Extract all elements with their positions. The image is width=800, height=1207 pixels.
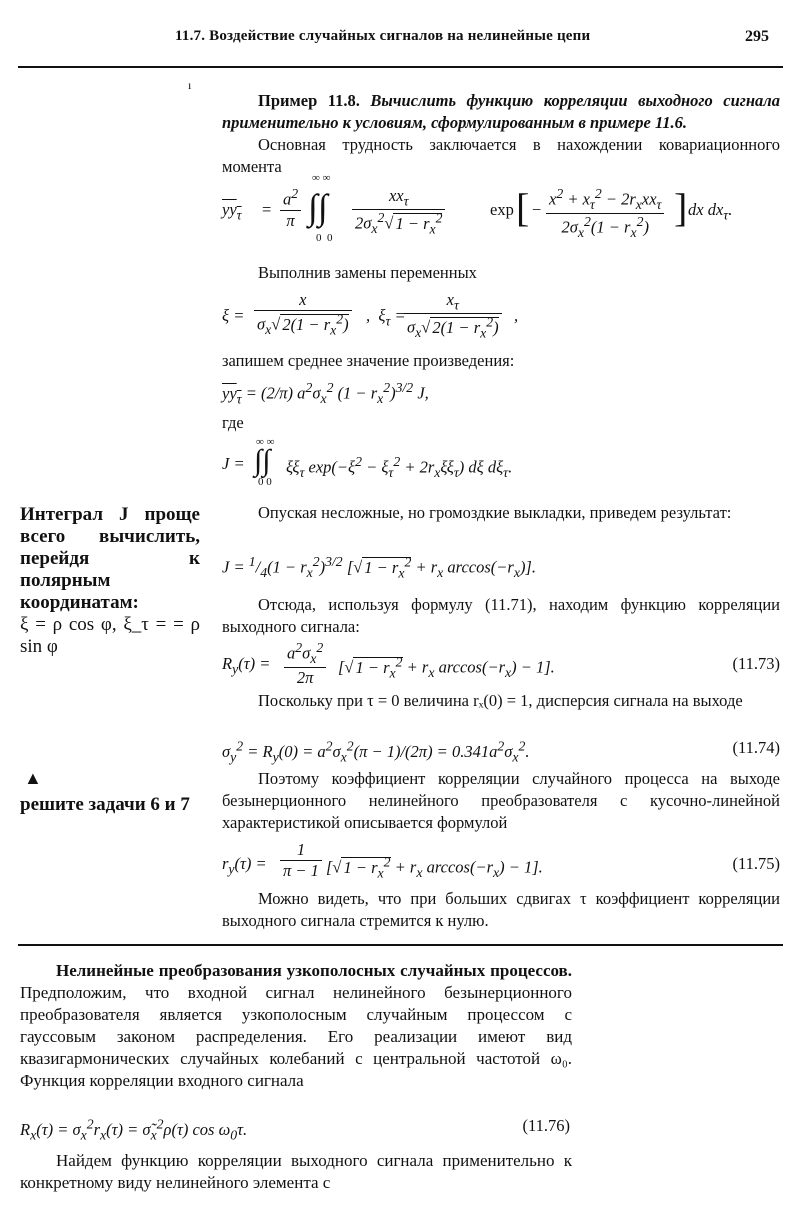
margin-note	[20, 504, 200, 658]
margin-note-formula: ξ = ρ cos φ, ξ_τ = = ρ sin φ	[20, 614, 200, 657]
equation-number-11-75: (11.75)	[732, 854, 780, 873]
paragraph-4: где	[222, 413, 244, 432]
equation-number-11-73: (11.73)	[732, 654, 780, 673]
example-title: Пример 11.8.	[258, 91, 360, 110]
equation-J-result: $J = ^1/_4(1 - r_x^2)^{3/2}$ [√ $1 - r_x^2 + r_x$ $\arccos(-r_x)$].	[222, 554, 536, 580]
margin-note-text: Интеграл J проще всего вычислить, перейдя к полярным координатам:	[20, 504, 200, 613]
triangle-marker: ▲	[24, 768, 42, 788]
margin-task-note: решите задачи 6 и 7	[20, 794, 190, 815]
running-header: 11.7. Воздействие случайных сигналов на нелинейные цепи	[175, 28, 591, 44]
equation-substitution: ξ = $\frac{x}{\sigma_x√ 2(1 - r_x^2)}$ , $\xi_\tau$ = $\frac{x_\tau}{\sigma_x√ 2(1 - r_x^2)}$ ,	[222, 290, 519, 341]
equation-11-76: $R_x(\tau) = \sigma_x^2r_x(\tau)$ = $\sigmã_x^2\rho(\tau)$ $\cos \omega_0\tau$. (11.76)	[20, 1116, 570, 1142]
section-narrowband	[20, 960, 572, 1092]
equation-11-75: $r_y(\tau)$ = $\frac{1}{\pi - 1}$ [√ $1 - r_x^2 + r_x$ $\arccos(-r_x) - 1$]. (11.75)	[222, 840, 780, 880]
stray-mark: ı	[188, 78, 192, 92]
equation-J-definition: J = ∞ ∞ ∫∫ 0 0 $\xi\xi_\tau$ $\exp(-\xi^2 - \xi_\tau^2 + 2r_x\xi\xi_\tau)$ dξ $d\xi_\tau$.	[222, 436, 513, 488]
paragraph-1: Основная трудность заключается в нахождении ковариационного момента	[222, 135, 780, 176]
header-rule	[18, 66, 783, 68]
equation-covariance: $yy_\tau$ = $\frac{a^2}{\pi}$ ∞ ∞ ∫∫ 0 0 $xx_\tau$ $2\sigma_x^2√$ $1 - r_x^2$ exp [ − $x^2 + x_\tau^2 - 2r_xxx_\tau$ $2\sigma_x^2(1 - r_x^2)$ ] dx $dx_\tau$.	[222, 172, 733, 244]
equation-11-73: $R_y(\tau)$ = $\frac{a^2\sigma_x^2}{2\pi}$ [√ $1 - r_x^2 + r_x$ $\arccos(-r_x) - 1$]. (11.73)	[222, 640, 780, 687]
example-text: Вычислить функцию корреляции выходного сигнала применительно к условиям, сформулированным в примере 11.6.	[222, 91, 780, 132]
paragraph-2: Выполнив замены переменных	[258, 263, 477, 282]
paragraph-5: Опуская несложные, но громоздкие выкладки, приведем результат:	[258, 503, 732, 522]
example-block	[222, 90, 780, 134]
section-last-paragraph: Найдем функцию корреляции выходного сигнала применительно к конкретному виду нелинейного элемента с	[20, 1151, 572, 1192]
paragraph-7: Поскольку при τ = 0 величина rₓ(0) = 1, дисперсия сигнала на выходе	[258, 691, 743, 710]
section-rule	[18, 944, 783, 946]
section-text: Предположим, что входной сигнал нелинейного безынерционного преобразователя является узкополосным случайным процессом с гауссовым законом распределения. Его реализации имеют вид квазигармонических случайных колебаний с центральной частотой ω₀. Функция корреляции входного сигнала	[20, 983, 572, 1090]
paragraph-9: Можно видеть, что при больших сдвигах τ коэффициент корреляции выходного сигнала стремится к нулю.	[222, 889, 780, 930]
page-number: 295	[745, 28, 769, 45]
equation-11-74: $\sigma_y^2 = R_y(0) = a^2\sigma_x^2(\pi - 1)/(2\pi) = 0.341a^2\sigma_x^2$. (11.74)	[222, 738, 780, 764]
equation-mean: $yy_\tau = (2/\pi)$ $a^2\sigma_x^2$ $(1 - r_x^2)^{3/2}$ J,	[222, 380, 429, 406]
paragraph-8: Поэтому коэффициент корреляции случайного процесса на выходе безынерционного нелинейного преобразователя с кусочно-линейной характеристикой описывается формулой	[222, 769, 780, 832]
paragraph-3: запишем среднее значение произведения:	[222, 351, 515, 370]
paragraph-6: Отсюда, используя формулу (11.71), находим функцию корреляции выходного сигнала:	[222, 595, 780, 636]
equation-number-11-76: (11.76)	[522, 1116, 570, 1135]
equation-number-11-74: (11.74)	[732, 738, 780, 757]
section-lead: Нелинейные преобразования узкополосных случайных процессов.	[56, 961, 572, 980]
